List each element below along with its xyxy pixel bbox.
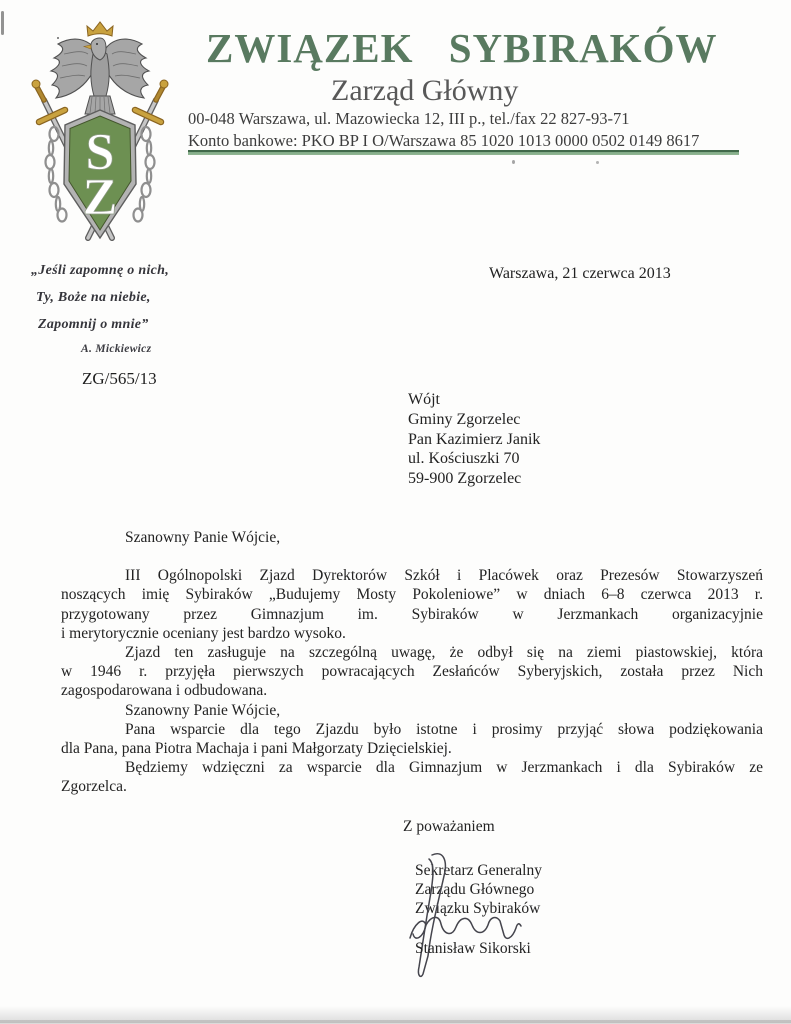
bank-account-line: Konto bankowe: PKO BP I O/Warszawa 85 1020 1013 0000 0502 0149 8617 [188,131,700,150]
text-line: w 1946 r. przyjęła pierwszych powracających Zesłańców Syberyjskich, została przez Nich [61,663,763,681]
reference-number: ZG/565/13 [82,369,157,388]
dateline: Warszawa, 21 czerwca 2013 [489,265,671,282]
text-line: Sekretarz Generalny [415,862,542,879]
text-line: Będziemy wdzięczni za wsparcie dla Gimnazjum w Jerzmankach i dla Sybiraków ze [125,759,763,777]
paragraph [61,701,763,720]
scan-artifact-speck [57,37,59,39]
text-line: „Jeśli zapomnę o nich, [31,263,170,278]
text-line: noszących imię Sybiraków „Budujemy Mosty Pokoleniowe” w dniach 6–8 czerwca 2013 r. [61,586,763,604]
paragraph [61,720,763,758]
text-line: Wójt [408,391,440,408]
text-line: Zapomnij o mnie” [38,317,149,332]
scan-artifact-speck [1,11,4,35]
scan-artifact-speck [512,160,515,164]
letter-body [61,528,763,797]
text-line: ul. Kościuszki 70 [408,450,520,468]
text-line: Związku Sybiraków [415,900,541,917]
text-line: Zarządu Głównego [415,881,535,898]
svg-text:Z: Z [82,169,118,226]
text-line: Pana wsparcie dla tego Zjazdu było istotne i prosimy przyjąć słowa podziękowania [125,720,763,738]
letterhead-divider-rule [188,150,739,155]
signer-name: Stanisław Sikorski [415,940,531,957]
text-line: Gminy Zgorzelec [408,410,521,428]
handwritten-signature [400,848,560,988]
motto-lines [31,257,211,338]
address-line: 00-048 Warszawa, ul. Mazowiecka 12, III p., tel./fax 22 827-93-71 [188,109,630,128]
text-line: Szanowny Panie Wójcie, [125,701,281,719]
division-name: Zarząd Główny [331,74,519,107]
organization-name: ZWIĄZEK SYBIRAKÓW [206,25,718,71]
text-line: i merytorycznie oceniany jest bardzo wysoko. [61,624,346,642]
text-line: przygotowany przez Gimnazjum im. Sybiraków w Jerzmankach organizacyjnie [61,605,763,623]
text-line: zagospodarowana i odbudowana. [61,682,268,700]
recipient-address [408,390,540,489]
text-line: Zjazd ten zasługuje na szczególną uwagę, że odbył się na ziemi piastowskiej, która [125,644,763,662]
paragraph [61,643,763,701]
motto-attribution: A. Mickiewicz [81,343,152,355]
paragraph [61,566,763,643]
svg-text:S: S [85,124,115,181]
valediction: Z poważaniem [403,818,495,835]
text-line: Zgorzelca. [61,778,127,796]
organization-emblem-icon [30,14,172,250]
salutation: Szanowny Panie Wójcie, [125,529,281,546]
motto-quote [31,257,211,355]
crown-icon [87,22,113,36]
text-line: dla Pana, pana Piotra Machaja i pani Małgorzaty Dzięcielskiej. [61,740,452,758]
scan-artifact-speck [596,161,599,164]
text-line: 59-900 Zgorzelec [408,470,522,488]
text-line: Ty, Boże na niebie, [36,290,151,305]
scan-edge-line [0,1020,791,1023]
paragraph [61,758,763,796]
sz-monogram [83,124,118,226]
text-line: Pan Kazimierz Janik [408,430,541,448]
text-line: III Ogólnopolski Zjazd Dyrektorów Szkół i Placówek oraz Prezesów Stowarzyszeń [125,567,763,585]
